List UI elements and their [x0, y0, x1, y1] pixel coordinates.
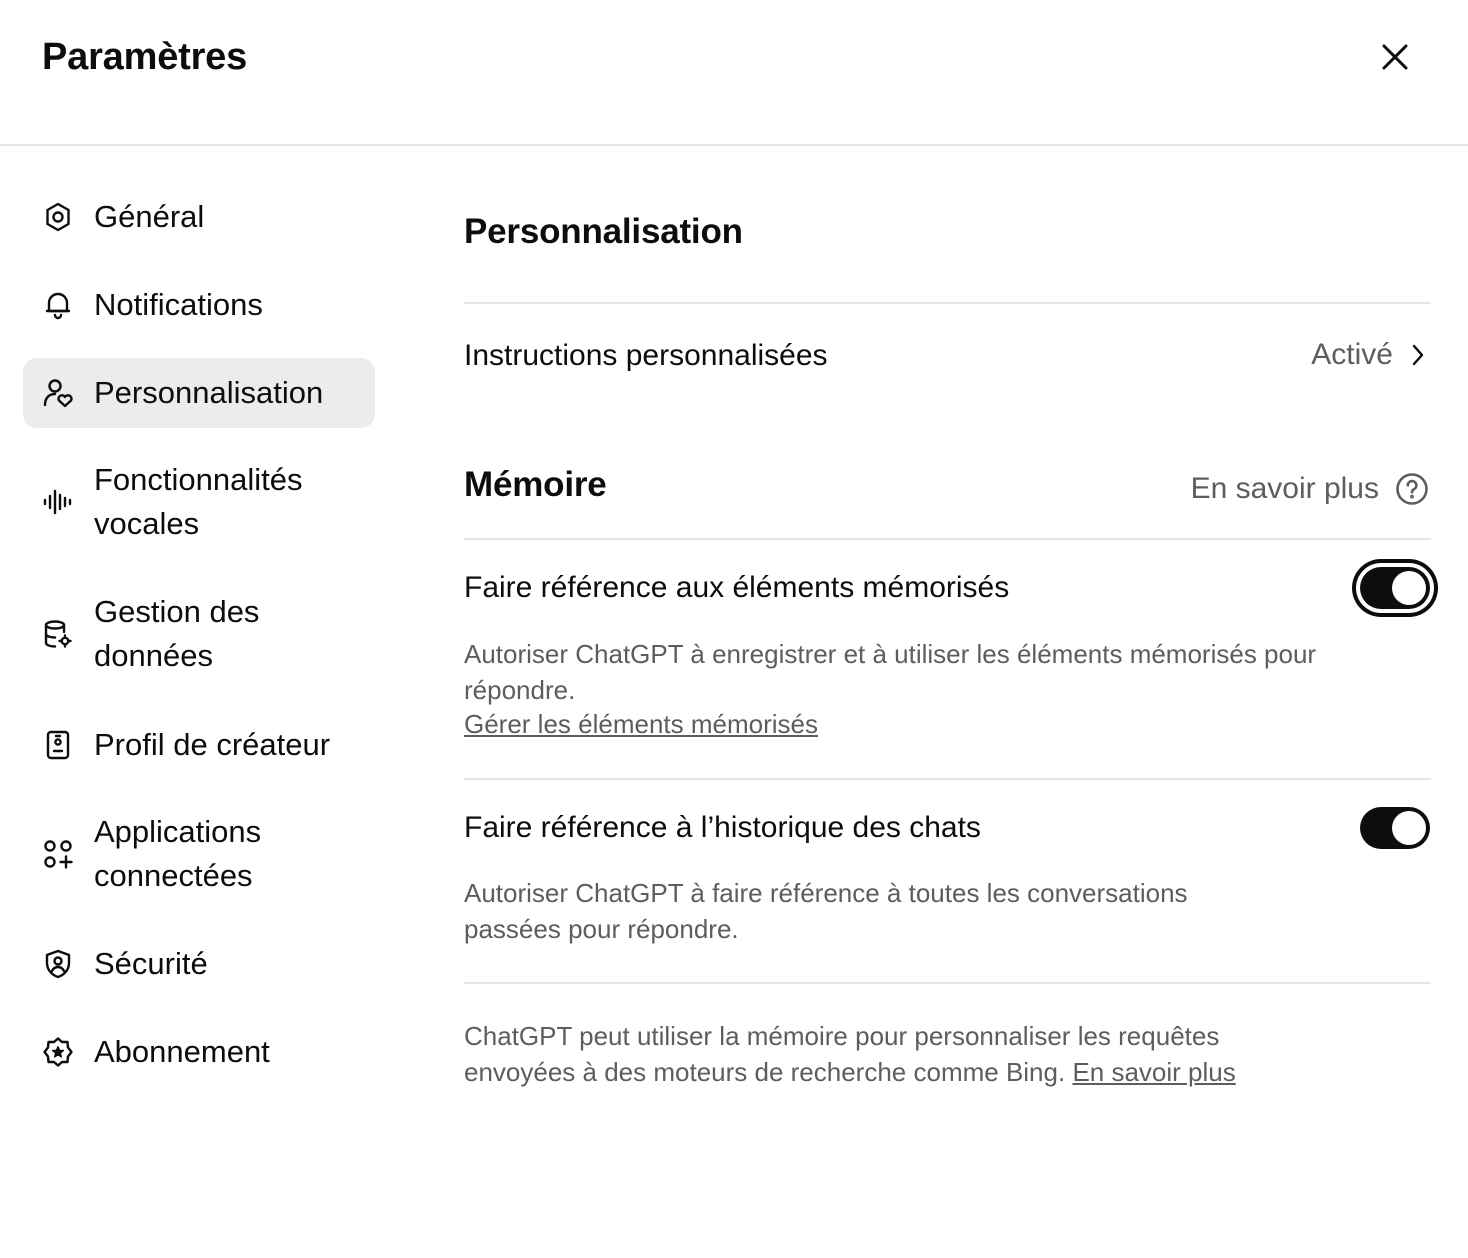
sidebar-item-data-controls[interactable] — [23, 588, 375, 680]
saved-memories-label: Faire référence aux éléments mémorisés — [464, 571, 1010, 604]
sidebar-item-label: Notifications — [94, 287, 263, 322]
saved-memories-description: Autoriser ChatGPT à enregistrer et à utiliser les éléments mémorisés pour répondre. — [464, 639, 1317, 705]
sidebar-item-general[interactable] — [23, 188, 375, 246]
sidebar-item-label-line1: Applications — [94, 814, 262, 849]
sidebar-item-label: Personnalisation — [94, 375, 324, 410]
memory-footer-text: ChatGPT peut utiliser la mémoire pour personnaliser les requêtes envoyées à des moteurs de recherche comme Bing. — [464, 1021, 1220, 1087]
sidebar-item-security[interactable] — [23, 935, 375, 993]
user-heart-icon — [41, 376, 75, 410]
bell-icon — [41, 288, 75, 322]
chat-history-toggle[interactable] — [1360, 807, 1430, 849]
toggle-knob — [1392, 571, 1426, 605]
chevron-right-icon — [1411, 343, 1425, 367]
database-gear-icon — [41, 617, 75, 651]
waveform-icon — [41, 485, 75, 519]
id-badge-icon — [41, 728, 75, 762]
custom-instructions-status: Activé — [1311, 338, 1393, 371]
sidebar-item-label-line2: vocales — [94, 506, 200, 541]
memory-learn-more-label: En savoir plus — [1190, 472, 1379, 505]
chat-history-label: Faire référence à l’historique des chats — [464, 811, 981, 844]
sidebar-item-label: Sécurité — [94, 946, 208, 981]
help-circle-icon — [1395, 472, 1429, 506]
sidebar-item-label: Profil de créateur — [94, 727, 331, 762]
sidebar-item-label-line2: données — [94, 638, 213, 673]
divider — [464, 538, 1431, 540]
chat-history-description: Autoriser ChatGPT à faire référence à toutes les conversations passées pour répondre. — [464, 878, 1188, 944]
divider — [464, 302, 1431, 304]
sidebar-item-label: Abonnement — [94, 1034, 270, 1069]
custom-instructions-button[interactable] — [1311, 338, 1431, 372]
gear-icon — [41, 200, 75, 234]
custom-instructions-label: Instructions personnalisées — [464, 339, 828, 372]
sidebar-item-builder-profile[interactable] — [23, 716, 375, 774]
toggle-knob — [1392, 811, 1426, 845]
memory-learn-more-link[interactable] — [1191, 472, 1431, 506]
divider — [464, 982, 1431, 984]
sidebar-item-label: Général — [94, 199, 205, 234]
apps-grid-icon — [41, 837, 75, 871]
manage-memories-link[interactable]: Gérer les éléments mémorisés — [464, 709, 818, 739]
section-title-personalization: Personnalisation — [464, 212, 743, 251]
sidebar-item-label-line2: connectées — [94, 858, 253, 893]
sidebar-item-notifications[interactable] — [23, 276, 375, 334]
sidebar-item-subscription[interactable] — [23, 1023, 375, 1081]
section-title-memory: Mémoire — [464, 465, 607, 504]
star-badge-icon — [41, 1035, 75, 1069]
saved-memories-toggle[interactable] — [1360, 567, 1430, 609]
memory-footer-note — [464, 1019, 1314, 1090]
divider — [464, 778, 1431, 780]
shield-user-icon — [41, 947, 75, 981]
sidebar-item-connected-apps[interactable] — [23, 808, 375, 900]
page-title: Paramètres — [42, 36, 248, 78]
settings-content — [464, 0, 1431, 1258]
footer-learn-more-link[interactable]: En savoir plus — [1072, 1056, 1236, 1087]
sidebar-item-label-line1: Gestion des — [94, 594, 260, 629]
sidebar-item-personalization[interactable] — [23, 358, 375, 428]
sidebar-item-voice[interactable] — [23, 456, 375, 548]
sidebar-item-label-line1: Fonctionnalités — [94, 462, 303, 497]
